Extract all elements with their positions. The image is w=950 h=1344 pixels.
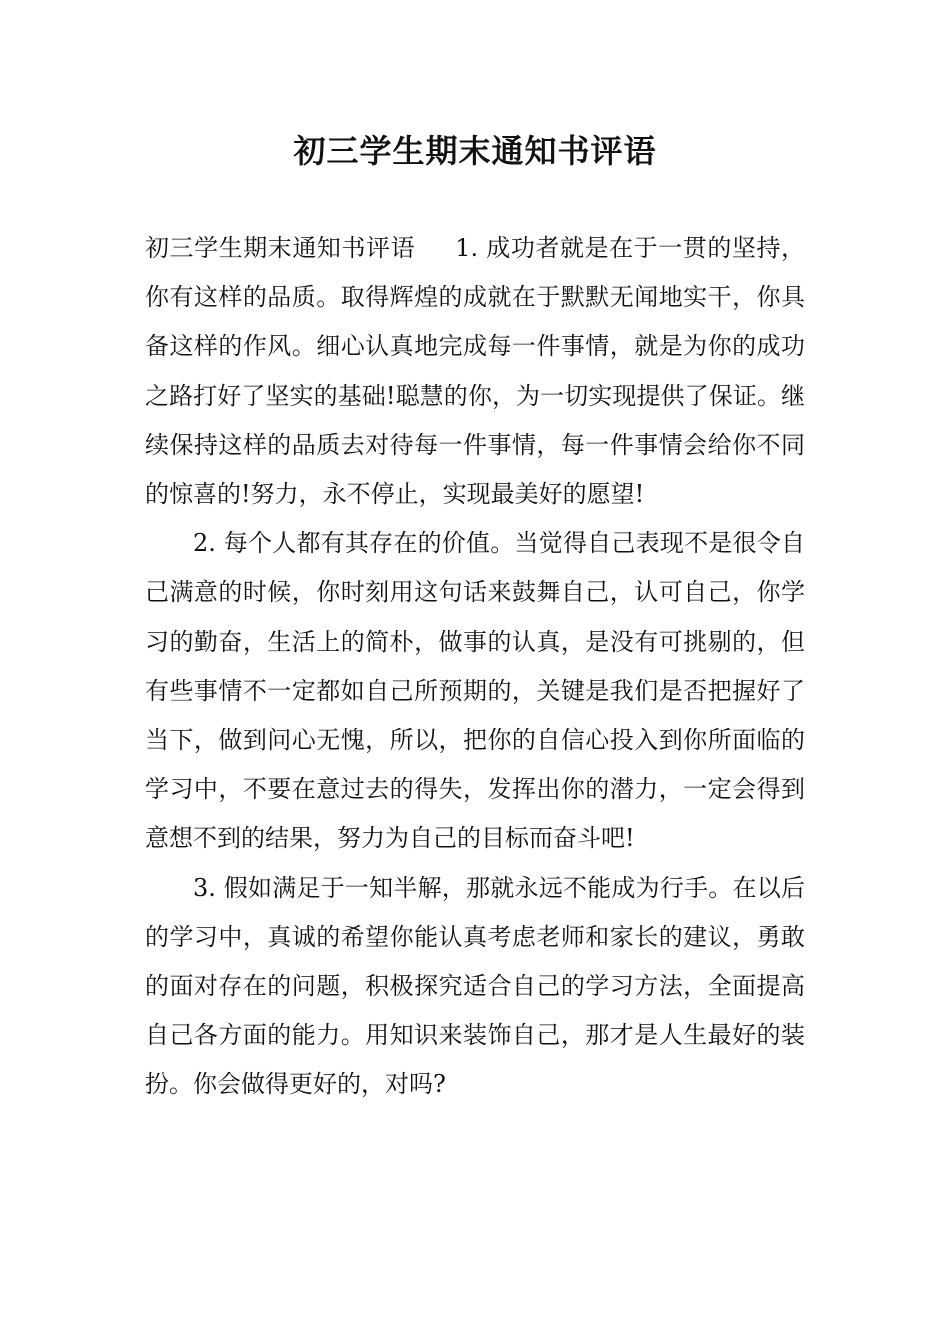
document-body [145,224,805,1110]
paragraph-1 [145,224,805,519]
paragraph-2: 2. 每个人都有其存在的价值。当觉得自己表现不是很令自己满意的时候，你时刻用这句话来鼓舞自己，认可自己，你学习的勤奋，生活上的简朴，做事的认真，是没有可挑剔的，但有些事情不一定都如自己所预期的，关键是我们是否把握好了当下，做到问心无愧，所以，把你的自信心投入到你所面临的学习中，不要在意过去的得失，发挥出你的潜力，一定会得到意想不到的结果，努力为自己的目标而奋斗吧! [145,529,805,853]
document-title: 初三学生期末通知书评语 [293,132,657,170]
paragraph-3: 3. 假如满足于一知半解，那就永远不能成为行手。在以后的学习中，真诚的希望你能认真考虑老师和家长的建议，勇敢的面对存在的问题，积极探究适合自己的学习方法，全面提高自己各方面的能力。用知识来装饰自己，那才是人生最好的装扮。你会做得更好的，对吗? [145,873,805,1099]
paragraph-1-text: 1. 成功者就是在于一贯的坚持，你有这样的品质。取得辉煌的成就在于默默无闻地实干，你具备这样的作风。细心认真地完成每一件事情，就是为你的成功之路打好了坚实的基础!聪慧的你，为一切实现提供了保证。继续保持这样的品质去对待每一件事情，每一件事情会给你不同的惊喜的!努力，永不停止，实现最美好的愿望! [145,234,806,509]
lead-label: 初三学生期末通知书评语 [145,234,416,262]
